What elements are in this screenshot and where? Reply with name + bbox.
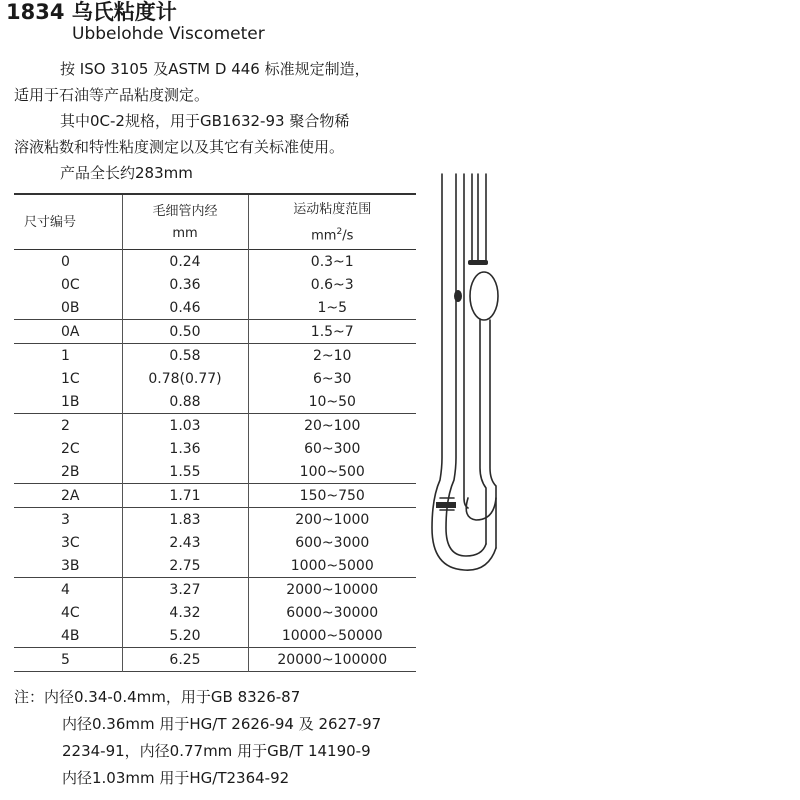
- header-range-label: 运动粘度范围: [293, 202, 372, 217]
- note-line: 2234-91，内径0.77mm 用于GB/T 14190-9: [62, 742, 371, 760]
- table-row: [14, 390, 416, 414]
- table-row: [14, 554, 416, 578]
- diameter-cell: 0.78(0.77): [122, 367, 248, 390]
- range-cell: 100~500: [248, 460, 416, 484]
- diameter-cell: 1.83: [122, 508, 248, 532]
- table-row: [14, 648, 416, 672]
- note-line: 注：内径0.34-0.4mm，用于GB 8326-87: [14, 688, 301, 706]
- header-range-unit: [249, 221, 417, 247]
- size-cell: 3B: [61, 557, 80, 574]
- table-row: [14, 273, 416, 296]
- diameter-cell: 1.03: [122, 414, 248, 438]
- size-cell: 4B: [61, 627, 80, 644]
- diameter-cell: 0.24: [122, 250, 248, 274]
- header-capillary-unit: mm: [172, 226, 198, 242]
- header-size: 尺寸编号: [24, 215, 77, 231]
- range-cell: 10000~50000: [248, 624, 416, 648]
- unit-tail: /s: [342, 228, 354, 244]
- measuring-bulb: [470, 272, 498, 320]
- viscometer-illustration: [424, 168, 514, 588]
- table-row: [14, 578, 416, 602]
- note-line: 内径1.03mm 用于HG/T2364-92: [62, 769, 290, 787]
- upper-mark: [468, 260, 488, 265]
- table-row: [14, 484, 416, 508]
- diameter-cell: 0.46: [122, 296, 248, 320]
- note-line: 内径0.36mm 用于HG/T 2626-94 及 2627-97: [62, 715, 382, 733]
- notes-block: [14, 684, 381, 792]
- middle-tube: [464, 174, 468, 508]
- header-capillary-label: 毛细管内经: [152, 204, 218, 220]
- capillary: [480, 320, 486, 544]
- size-cell: 0B: [61, 299, 80, 316]
- diameter-cell: 1.36: [122, 437, 248, 460]
- range-cell: 6~30: [248, 367, 416, 390]
- table-row: [14, 460, 416, 484]
- size-cell: 2C: [61, 440, 80, 457]
- range-cell: 6000~30000: [248, 601, 416, 624]
- intro-line-length: 产品全长约283mm: [60, 164, 193, 182]
- size-cell: 3C: [61, 534, 80, 551]
- range-cell: 20000~100000: [248, 648, 416, 672]
- unit-sup: 2: [336, 227, 343, 237]
- table-row: [14, 367, 416, 390]
- range-cell: 0.3~1: [248, 250, 416, 274]
- reservoir-bulb: [466, 498, 496, 520]
- spec-table-body: [14, 250, 416, 672]
- spec-table-header: [14, 194, 416, 250]
- range-cell: 600~3000: [248, 531, 416, 554]
- side-knob: [454, 290, 462, 302]
- range-cell: 2~10: [248, 344, 416, 368]
- intro-line: 溶液粘数和特性粘度测定以及其它有关标准使用。: [14, 138, 345, 156]
- diameter-cell: 0.50: [122, 320, 248, 344]
- table-row: [14, 414, 416, 438]
- size-cell: 3: [61, 511, 70, 528]
- range-cell: 200~1000: [248, 508, 416, 532]
- intro-line: 其中0C-2规格，用于GB1632-93 聚合物稀: [60, 112, 350, 130]
- size-cell: 5: [61, 651, 70, 668]
- range-cell: 1~5: [248, 296, 416, 320]
- size-cell: 0: [61, 253, 70, 270]
- size-cell: 0C: [61, 276, 80, 293]
- range-cell: 1.5~7: [248, 320, 416, 344]
- diameter-cell: 1.71: [122, 484, 248, 508]
- range-cell: 10~50: [248, 390, 416, 414]
- size-cell: 0A: [61, 323, 80, 340]
- lower-band: [436, 502, 456, 508]
- header-range: [248, 194, 416, 250]
- range-cell: 150~750: [248, 484, 416, 508]
- range-cell: 0.6~3: [248, 273, 416, 296]
- spec-table: [14, 193, 416, 672]
- diameter-cell: 4.32: [122, 601, 248, 624]
- range-cell: 60~300: [248, 437, 416, 460]
- range-cell: 2000~10000: [248, 578, 416, 602]
- size-cell: 2: [61, 417, 70, 434]
- table-row: [14, 624, 416, 648]
- unit-base: mm: [311, 228, 337, 244]
- size-cell: 1C: [61, 370, 80, 387]
- diameter-cell: 0.88: [122, 390, 248, 414]
- diameter-cell: 1.55: [122, 460, 248, 484]
- diameter-cell: 6.25: [122, 648, 248, 672]
- size-cell: 2A: [61, 487, 80, 504]
- table-row: [14, 531, 416, 554]
- range-cell: 20~100: [248, 414, 416, 438]
- intro-line: 按 ISO 3105 及ASTM D 446 标准规定制造，: [60, 60, 370, 78]
- table-row: [14, 344, 416, 368]
- size-cell: 1: [61, 347, 70, 364]
- intro-line: 适用于石油等产品粘度测定。: [14, 86, 210, 104]
- diameter-cell: 0.58: [122, 344, 248, 368]
- page-subtitle: Ubbelohde Viscometer: [72, 24, 265, 44]
- diameter-cell: 2.43: [122, 531, 248, 554]
- size-cell: 4: [61, 581, 70, 598]
- diameter-cell: 0.36: [122, 273, 248, 296]
- header-capillary: [122, 194, 248, 250]
- table-row: [14, 601, 416, 624]
- table-row: [14, 250, 416, 274]
- diameter-cell: 2.75: [122, 554, 248, 578]
- size-cell: 2B: [61, 463, 80, 480]
- page-title: 1834 乌氏粘度计: [6, 0, 177, 24]
- table-row: [14, 508, 416, 532]
- range-cell: 1000~5000: [248, 554, 416, 578]
- table-row: [14, 320, 416, 344]
- diameter-cell: 5.20: [122, 624, 248, 648]
- intro-paragraph: [14, 56, 444, 186]
- size-cell: 1B: [61, 393, 80, 410]
- diameter-cell: 3.27: [122, 578, 248, 602]
- table-row: [14, 296, 416, 320]
- size-cell: 4C: [61, 604, 80, 621]
- table-row: [14, 437, 416, 460]
